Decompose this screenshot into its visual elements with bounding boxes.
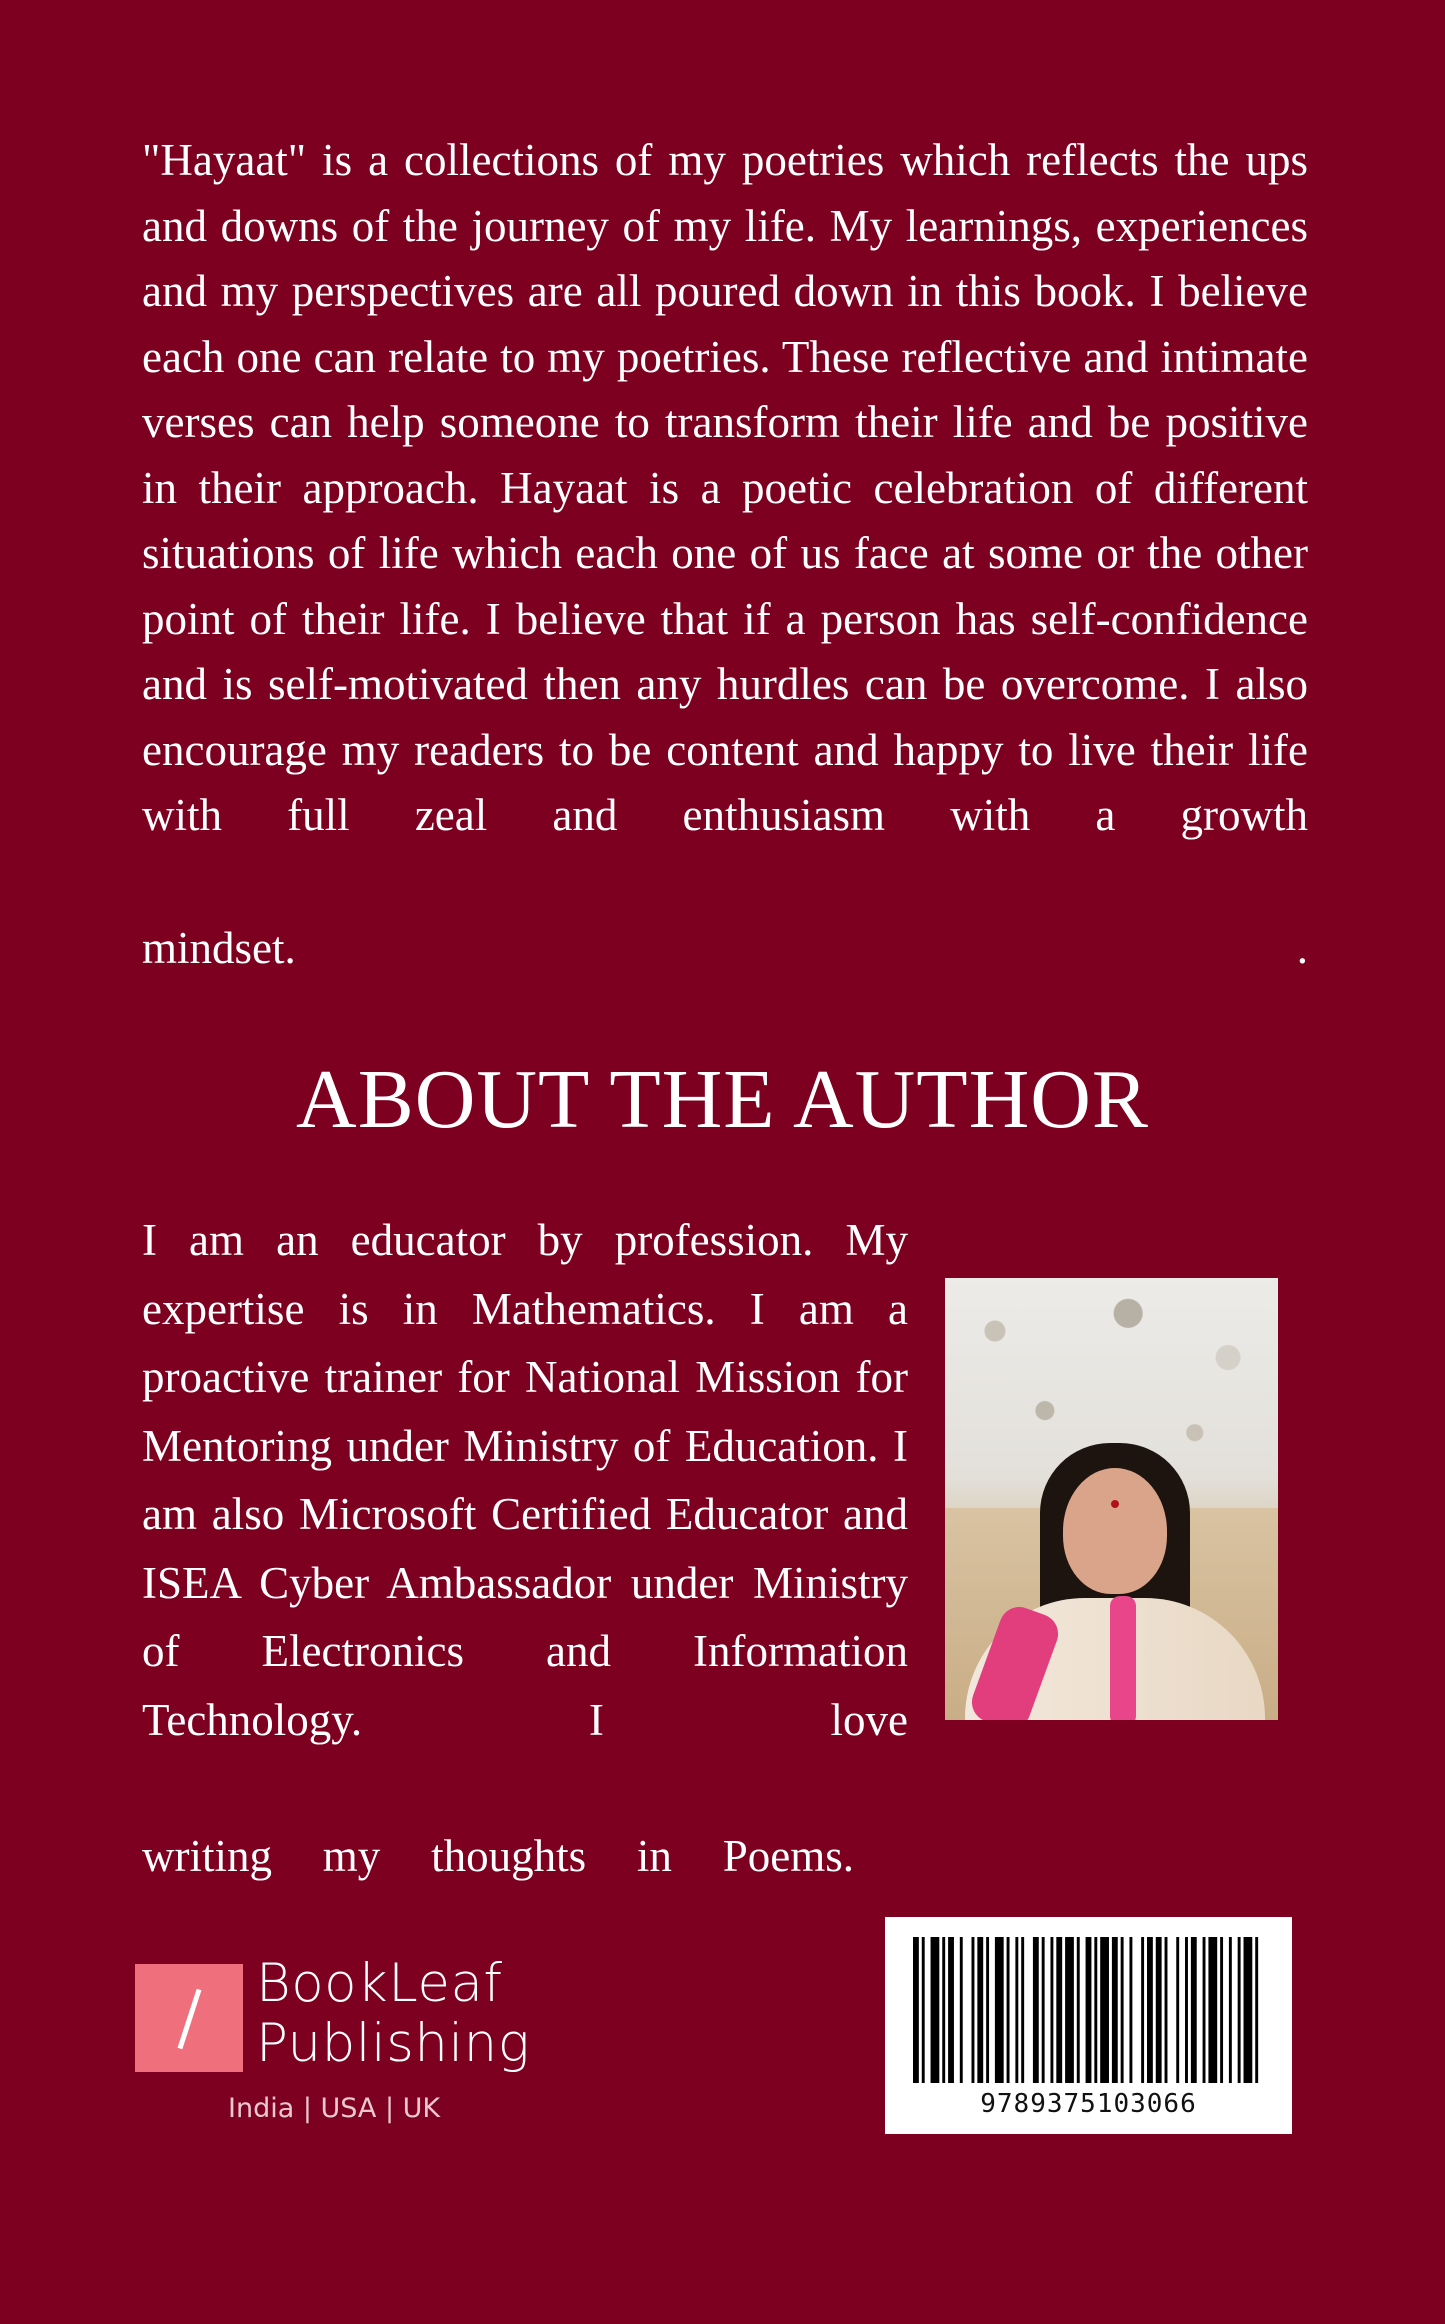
blurb-last-word: mindset. (142, 923, 296, 973)
barcode-bar (1176, 1937, 1179, 2083)
barcode-bar (942, 1937, 945, 2083)
publisher-logo-icon (135, 1964, 243, 2072)
barcode-bar (1100, 1937, 1109, 2083)
bio-word: thoughts (431, 1831, 587, 1881)
barcode-bar (1141, 1937, 1144, 2083)
barcode-bar (913, 1937, 919, 2083)
bio-word: my (322, 1831, 381, 1881)
barcode-bar (1056, 1937, 1062, 2083)
author-photo (945, 1278, 1278, 1720)
barcode-bar (1147, 1937, 1153, 2083)
barcode-bar (1033, 1937, 1039, 2083)
author-bio-last-line (142, 1822, 854, 1891)
barcode-bar (1121, 1937, 1124, 2083)
barcode-bar (1086, 1937, 1092, 2083)
isbn-number: 9789375103066 (980, 2089, 1197, 2119)
blurb-trailing-mark: . (1296, 923, 1308, 973)
bio-word: Poems. (722, 1831, 854, 1881)
barcode-bar (1021, 1937, 1024, 2083)
barcode-bar (922, 1937, 925, 2083)
photo-dupatta-fold (1110, 1596, 1136, 1720)
blurb-last-line (142, 916, 1308, 982)
barcode-bar (1238, 1937, 1241, 2083)
back-cover-blurb: "Hayaat" is a collections of my poetries which reflects the ups and downs of the journey of my life. My learnings, experiences and my perspectives are all poured down in this book. I believe each one can relate to my poetries. These reflective and intimate verses can help someone to transform their life and be positive in their approach. Hayaat is a poetic celebration of different situations of life which each one of us face at some or the other point of their life. I believe that if a person has self-confidence and is self-motivated then any hurdles can be overcome. I also encourage my readers to be content and happy to live their life with full zeal and enthusiasm with a growth (142, 135, 1308, 840)
barcode-bar (1244, 1937, 1253, 2083)
publisher-name-line1: BookLeaf (256, 1953, 503, 2014)
author-bio: I am an educator by profession. My expertise is in Mathematics. I am a proactive trainer for National Mission for Mentoring under Ministry of Education. I am also Microsoft Certified Educator and ISEA Cyber Ambassador under Ministry of Electronics and Information Technology. I love (142, 1215, 908, 1745)
barcode-bar (1229, 1937, 1232, 2083)
logo-slash-icon (178, 1989, 202, 2050)
publisher-name (256, 1954, 530, 2074)
isbn-barcode (885, 1917, 1292, 2134)
barcode-bar (1077, 1937, 1080, 2083)
barcode-bar (1094, 1937, 1097, 2083)
barcode-bar (1255, 1937, 1258, 2083)
barcode-bar (1185, 1937, 1188, 2083)
barcode-bar (1156, 1937, 1162, 2083)
bio-word: writing (142, 1831, 272, 1881)
barcode-bar (1015, 1937, 1018, 2083)
barcode-bars (913, 1937, 1264, 2083)
barcode-bar (1220, 1937, 1223, 2083)
publisher-name-line2: Publishing (256, 2013, 531, 2074)
publisher-regions: India | USA | UK (228, 2093, 441, 2124)
barcode-bar (1203, 1937, 1206, 2083)
barcode-bar (986, 1937, 989, 2083)
barcode-bar (1065, 1937, 1074, 2083)
barcode-bar (995, 1937, 1004, 2083)
barcode-bar (1050, 1937, 1053, 2083)
barcode-bar (977, 1937, 983, 2083)
about-author-heading: ABOUT THE AUTHOR (296, 1053, 1149, 1146)
barcode-bar (1042, 1937, 1045, 2083)
barcode-bar (1112, 1937, 1118, 2083)
barcode-bar (931, 1937, 940, 2083)
barcode-bar (1165, 1937, 1168, 2083)
bio-word: in (636, 1831, 672, 1881)
barcode-bar (1208, 1937, 1217, 2083)
barcode-bar (1191, 1937, 1197, 2083)
photo-bindi (1111, 1500, 1119, 1508)
barcode-bar (960, 1937, 963, 2083)
barcode-bar (972, 1937, 975, 2083)
photo-face (1063, 1468, 1167, 1594)
barcode-bar (948, 1937, 954, 2083)
barcode-bar (1129, 1937, 1132, 2083)
barcode-bar (1007, 1937, 1010, 2083)
